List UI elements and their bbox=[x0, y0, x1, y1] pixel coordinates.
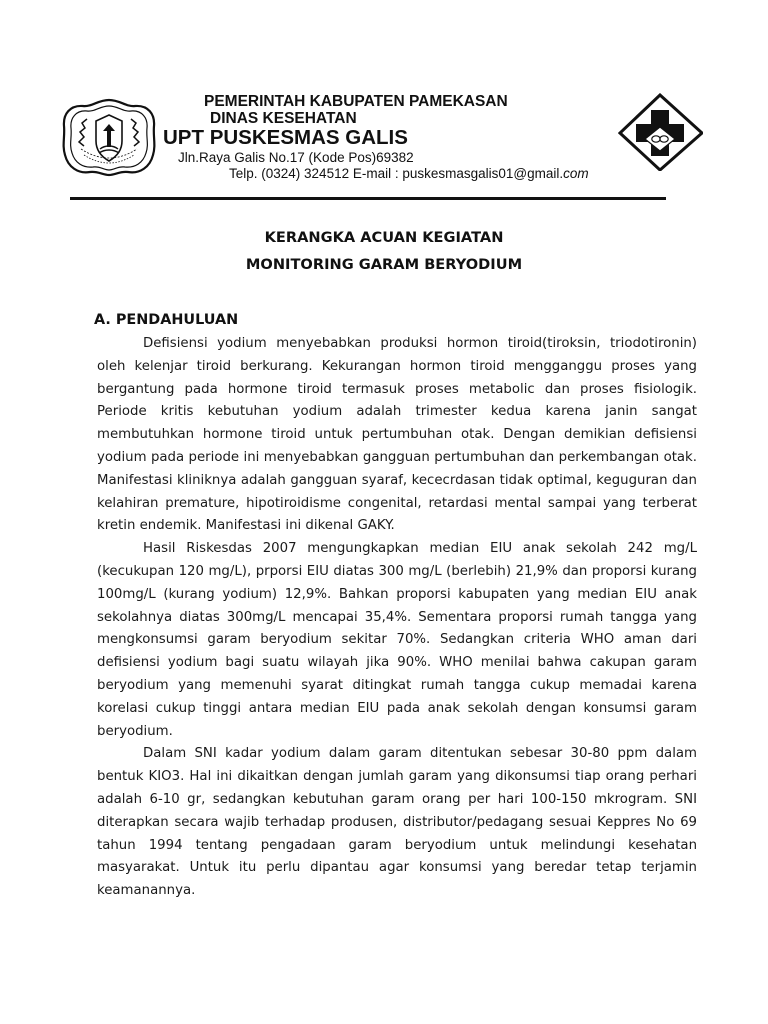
letterhead-department: DINAS KESEHATAN bbox=[210, 110, 357, 127]
regency-seal-icon bbox=[60, 97, 158, 177]
letterhead-divider bbox=[70, 197, 666, 200]
paragraph-2: Hasil Riskesdas 2007 mengungkapkan median EIU anak sekolah 242 mg/L (kecukupan 120 mg/L), prporsi EIU diatas 300 mg/L (berlebih) 21,9% dan proporsi kurang 100mg/L (kurang yodium) 12,9%. Bahkan proporsi kabupaten yang median EIU anak sekolahnya diatas 300mg/L mencapai 35,4%. Sementara proporsi rumah tangga yang mengkonsumsi garam beryodium sekitar 70%. Sedangkan criteria WHO aman dari defisiensi yodium bagi suatu wilayah jika 90%. WHO menilai bahwa cakupan garam beryodium yang memenuhi syarat ditingkat rumah tangga cukup memadai karena korelasi cukup tinggi antara median EIU pada anak sekolah dengan konsumsi garam beryodium. bbox=[97, 541, 697, 739]
paragraph-3: Dalam SNI kadar yodium dalam garam ditentukan sebesar 30-80 ppm dalam bentuk KIO3. Hal ini dikaitkan dengan jumlah garam yang dikonsumsi tiap orang perhari adalah 6-10 gr, sedangkan kebutuhan garam orang per hari 100-150 mkrogram. SNI diterapkan secara wajib terhadap produsen, distributor/pedagang sesuai Keppres No 69 tahun 1994 tentang pengadaan garam beryodium untuk melindungi kesehatan masyarakat. Untuk itu perlu dipantau agar konsumsi yang beredar tetap terjamin keamanannya. bbox=[97, 746, 697, 899]
letterhead-contact-text: Telp. (0324) 324512 E-mail : puskesmasgalis01@gmail. bbox=[229, 166, 564, 181]
document-title-line-1: KERANGKA ACUAN KEGIATAN bbox=[264, 229, 504, 246]
paragraph-1: Defisiensi yodium menyebabkan produksi hormon tiroid(tiroksin, triodotironin) oleh kelenjar tiroid berkurang. Kekurangan hormon tiroid mengganggu proses yang bergantung pada hormone tiroid termasuk proses metabolic dan proses fisiologik. Periode kritis kebutuhan yodium adalah trimester kedua karena janin sangat membutuhkan hormone tiroid untuk pertumbuhan otak. Dengan demikian defisiensi yodium pada periode ini menyebabkan gangguan pertumbuhan dan perkembangan otak. Manifestasi kliniknya adalah gangguan syaraf, kececrdasan tidak optimal, keguguran dan kelahiran premature, hipotiroidisme congenital, retardasi mental sampai yang terberat kretin endemik. Manifestasi ini dikenal GAKY. bbox=[97, 336, 697, 534]
letterhead-government: PEMERINTAH KABUPATEN PAMEKASAN bbox=[204, 93, 508, 110]
letterhead-contact-suffix: com bbox=[563, 166, 589, 181]
letterhead-institution: UPT PUSKESMAS GALIS bbox=[163, 126, 408, 149]
document-title-line-2: MONITORING GARAM BERYODIUM bbox=[245, 256, 523, 273]
section-heading: A. PENDAHULUAN bbox=[94, 312, 239, 328]
letterhead-contact bbox=[229, 166, 589, 181]
puskesmas-cross-icon bbox=[618, 93, 703, 171]
section-body bbox=[97, 333, 697, 903]
letterhead-address: Jln.Raya Galis No.17 (Kode Pos)69382 bbox=[178, 150, 414, 165]
